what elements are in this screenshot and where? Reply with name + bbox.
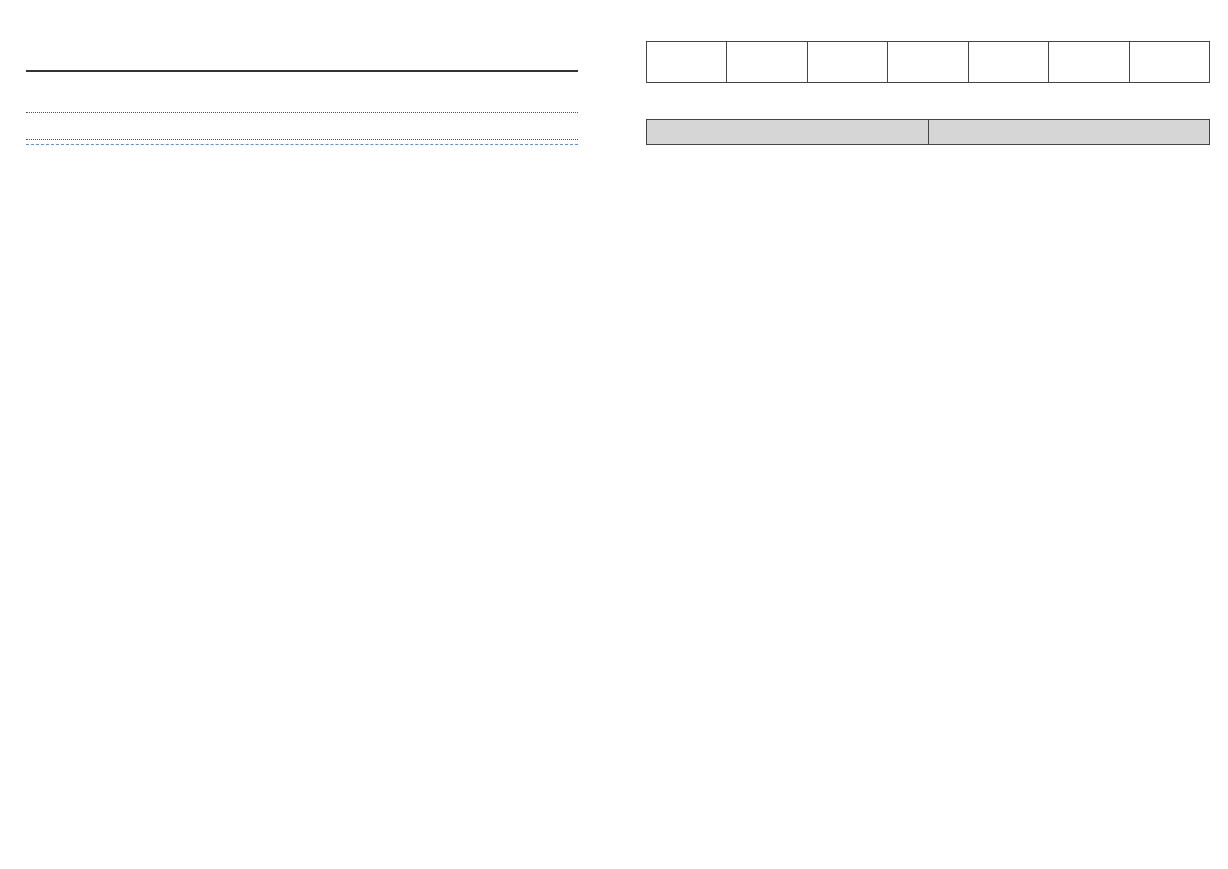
divider xyxy=(26,144,578,145)
group-header xyxy=(647,119,929,144)
hymn-title xyxy=(646,187,1210,223)
table-cell xyxy=(727,41,807,82)
table-cell xyxy=(647,41,727,82)
attendance-table xyxy=(646,119,1210,145)
announcements xyxy=(646,38,1210,223)
theme-verse xyxy=(26,113,578,139)
table-header-row xyxy=(647,119,1210,144)
table-cell xyxy=(1129,41,1209,82)
table-cell xyxy=(968,41,1048,82)
divider xyxy=(26,139,578,140)
group-header xyxy=(928,119,1210,144)
service-info xyxy=(26,72,578,112)
devotion-note xyxy=(646,83,1210,115)
table-cell xyxy=(888,41,968,82)
table-cell xyxy=(1049,41,1129,82)
duty-table xyxy=(646,41,1210,83)
table-cell xyxy=(807,41,887,82)
page-title xyxy=(26,20,578,70)
service-order xyxy=(26,20,578,145)
table-row xyxy=(647,41,1210,82)
